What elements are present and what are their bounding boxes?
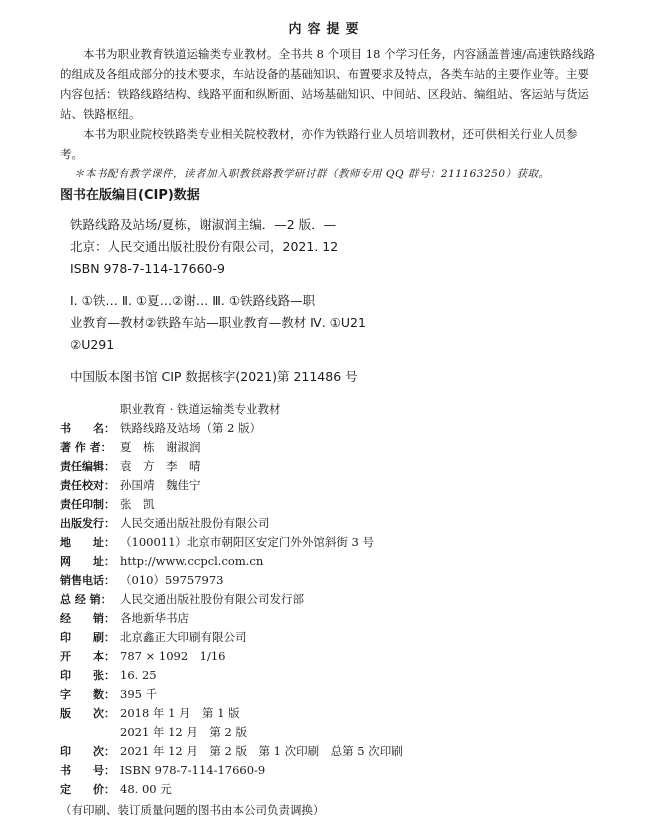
imprint-value: 孙国靖 魏佳宁 [120,478,201,492]
imprint-row [60,609,620,628]
imprint-label: 责任编辑： [60,460,115,473]
imprint-label: 销售电话： [60,574,115,587]
imprint-row [60,742,620,761]
imprint-row [60,685,620,704]
imprint-row [60,495,620,514]
imprint-row [60,476,620,495]
imprint-label: 出版发行： [60,517,115,530]
imprint-value: 人民交通出版社股份有限公司发行部 [120,592,304,606]
imprint-row [60,628,620,647]
imprint-row [60,533,620,552]
imprint-label: 著 作 者： [60,441,112,454]
imprint-value: 人民交通出版社股份有限公司 [120,516,270,530]
imprint-row [60,419,620,438]
cip-heading: 图书在版编目(CIP)数据 [60,188,200,203]
imprint-label: 经 销： [60,612,115,625]
imprint-label [60,723,120,742]
imprint-label: 总 经 销： [60,593,112,606]
imprint-label: 书 号： [60,764,115,777]
cip-title-line: 铁路线路及站场/夏栋，谢淑润主编．—2 版．— [70,217,337,232]
summary-heading: 内容提要 [288,22,365,37]
imprint-value: 2021 年 12 月 第 2 版 第 1 次印刷 总第 5 次印刷 [120,744,403,758]
imprint-label: 印 张： [60,669,115,682]
imprint-label: 责任校对： [60,479,115,492]
imprint-label: 印 次： [60,745,115,758]
cip-subject-line-3: ②U291 [70,337,115,352]
imprint-value: 各地新华书店 [120,611,189,625]
series-name: 职业教育 · 铁道运输类专业教材 [120,402,281,416]
imprint-value: 铁路线路及站场（第 2 版） [120,421,262,435]
imprint-value: 787 × 1092 1/16 [120,649,226,663]
imprint-label: 书 名： [60,422,115,435]
cip-publisher-line: 北京：人民交通出版社股份有限公司，2021. 12 [70,239,339,254]
imprint-label: 印 刷： [60,631,115,644]
imprint-value: ISBN 978-7-114-17660-9 [120,763,266,777]
imprint-row [60,761,620,780]
imprint-row [60,571,620,590]
imprint-row [60,666,620,685]
imprint-row [60,704,620,723]
imprint-value: 16. 25 [120,668,157,682]
imprint-section [60,400,620,820]
imprint-label: 网 址： [60,555,115,568]
imprint-value: （010）59757973 [120,573,224,587]
imprint-label: 版 次： [60,707,115,720]
imprint-label: 定 价： [60,783,115,796]
imprint-label: 地 址： [60,536,115,549]
imprint-row [60,438,620,457]
quality-notice: （有印刷、装订质量问题的图书由本公司负责调换） [60,803,325,817]
imprint-value: 395 千 [120,687,158,701]
imprint-value: 2018 年 1 月 第 1 版 [120,706,240,720]
imprint-label: 责任印制： [60,498,115,511]
cip-isbn-line: ISBN 978-7-114-17660-9 [70,261,225,276]
summary-section [60,44,600,184]
imprint-rows [60,419,620,799]
imprint-value: http://www.ccpcl.com.cn [120,554,264,568]
summary-paragraph-1: 本书为职业教育铁道运输类专业教材。全书共 8 个项目 18 个学习任务，内容涵盖普速/高速铁路线路的组成及各组成部分的技术要求，车站设备的基础知识、布置要求及特点，各类车站的主要作业等。主要内容包括：铁路线路结构、线路平面和纵断面、站场基础知识、中间站、区段站、编组站、客运站与货运站、铁路枢纽。 [60,47,595,121]
summary-paragraph-2: 本书为职业院校铁路类专业相关院校教材，亦作为铁路行业人员培训教材，还可供相关行业人员参考。 [60,127,578,161]
imprint-label: 开 本： [60,650,115,663]
cip-subject-line-1: Ⅰ. ①铁… Ⅱ. ①夏…②谢… Ⅲ. ①铁路线路—职 [70,293,316,308]
cip-record [70,214,610,388]
imprint-value: 北京鑫正大印刷有限公司 [120,630,247,644]
imprint-value: 夏 栋 谢淑润 [120,440,201,454]
imprint-row [60,590,620,609]
cip-subject-line-2: 业教育—教材②铁路车站—职业教育—教材 Ⅳ. ①U21 [70,315,366,330]
imprint-row [60,723,620,742]
imprint-row [60,552,620,571]
imprint-value: 袁 方 李 晴 [120,459,201,473]
imprint-value: （100011）北京市朝阳区安定门外外馆斜街 3 号 [120,535,375,549]
imprint-value: 张 凯 [120,497,155,511]
imprint-row [60,647,620,666]
imprint-row [60,780,620,799]
cip-number-line: 中国版本图书馆 CIP 数据核字(2021)第 211486 号 [70,369,358,384]
courseware-note: ＊本书配有教学课件，读者加入职教铁路教学研讨群（教师专用 QQ 群号：211163250）获取。 [74,168,550,180]
imprint-label: 字 数： [60,688,115,701]
imprint-value: 48. 00 元 [120,782,172,796]
imprint-row [60,514,620,533]
imprint-row [60,457,620,476]
imprint-value: 2021 年 12 月 第 2 版 [120,725,247,739]
